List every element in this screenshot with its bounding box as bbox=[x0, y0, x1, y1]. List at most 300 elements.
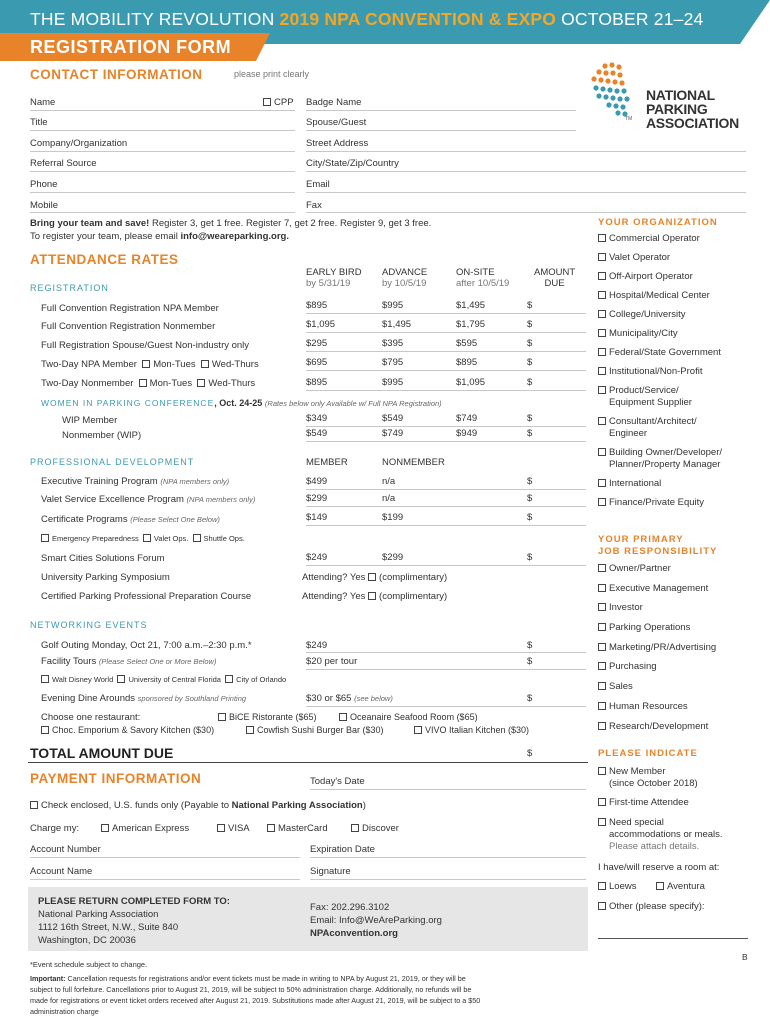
rate-advance: $795 bbox=[382, 357, 404, 368]
check-post: ) bbox=[362, 800, 366, 811]
referral-field[interactable] bbox=[30, 171, 295, 172]
logo-tm: TM bbox=[625, 116, 633, 122]
wip-note: (Rates below only Available w/ Full NPA Registration) bbox=[264, 399, 442, 408]
return-email[interactable]: Email: Info@WeAreParking.org bbox=[310, 915, 442, 926]
org-option-label: College/University bbox=[609, 309, 686, 320]
rate-onsite: $1,495 bbox=[456, 300, 486, 311]
fax-field[interactable] bbox=[306, 212, 746, 213]
wip-heading bbox=[41, 398, 442, 409]
dine-price-value: $30 or $65 bbox=[306, 693, 352, 704]
job-option[interactable] bbox=[598, 701, 763, 713]
title-field[interactable] bbox=[30, 130, 295, 131]
logo-line-1: NATIONAL bbox=[646, 87, 715, 103]
total-label: TOTAL AMOUNT DUE bbox=[30, 745, 174, 761]
valet-nonmember-price: n/a bbox=[382, 493, 396, 504]
special-needs-checkbox[interactable] bbox=[598, 817, 763, 853]
rate-onsite: $1,095 bbox=[456, 377, 486, 388]
title-highlight: 2019 NPA CONVENTION & EXPO bbox=[279, 9, 557, 29]
rate-due[interactable]: $ bbox=[527, 338, 533, 349]
job-option-label: Investor bbox=[609, 602, 643, 614]
mastercard-checkbox[interactable] bbox=[267, 823, 328, 834]
rate-row-line bbox=[306, 351, 586, 352]
dine-row bbox=[41, 693, 246, 704]
charge-label: Charge my: bbox=[30, 823, 80, 834]
networking-due[interactable]: $ bbox=[527, 656, 533, 667]
prodev-due[interactable]: $ bbox=[527, 552, 533, 563]
job-option[interactable] bbox=[598, 642, 763, 654]
amex-label: American Express bbox=[112, 823, 190, 834]
job-option[interactable] bbox=[598, 563, 763, 575]
org-option-label: Building Owner/Developer/ Planner/Property Manager bbox=[609, 447, 723, 470]
vivo-checkbox[interactable] bbox=[414, 725, 529, 735]
networking-heading: NETWORKING EVENTS bbox=[30, 620, 148, 630]
badge-name-label: Badge Name bbox=[306, 97, 362, 108]
job-option-label: Marketing/PR/Advertising bbox=[609, 641, 717, 653]
networking-row-line bbox=[306, 669, 586, 670]
university-label: University Parking Symposium bbox=[41, 572, 170, 583]
schedule-note: *Event schedule subject to change. bbox=[30, 960, 148, 969]
team-email-link[interactable]: info@weareparking.org. bbox=[180, 231, 289, 242]
valet-ops-label: Valet Ops. bbox=[153, 534, 189, 543]
job-list bbox=[598, 563, 763, 740]
cpp-comp: (complimentary) bbox=[379, 591, 448, 602]
golf-label: Golf Outing Monday, Oct 21, 7:00 a.m.–2:30 p.m.* bbox=[41, 640, 252, 651]
dine-label: Evening Dine Arounds bbox=[41, 693, 136, 704]
wed-thurs-label: Wed-Thurs bbox=[211, 359, 259, 370]
exec-label: Executive Training Program bbox=[41, 476, 158, 487]
tours-label: Facility Tours bbox=[41, 656, 97, 667]
cert-nonmember-price: $199 bbox=[382, 512, 404, 523]
org-option-label: Hospital/Medical Center bbox=[609, 290, 710, 301]
org-option[interactable] bbox=[598, 309, 763, 321]
cpp-attending-label: Attending? Yes bbox=[302, 591, 366, 602]
tours-price: $20 per tour bbox=[306, 656, 358, 667]
discover-label: Discover bbox=[362, 823, 399, 834]
shuttle-ops-label: Shuttle Ops. bbox=[203, 534, 245, 543]
job-option-label: Owner/Partner bbox=[609, 563, 671, 574]
tour-options bbox=[41, 675, 286, 684]
exec-training-row bbox=[41, 476, 229, 487]
rate-advance: $995 bbox=[382, 377, 404, 388]
mon-tues-checkbox[interactable] bbox=[139, 378, 192, 389]
org-option-label: Product/Service/ Equipment Supplier bbox=[609, 385, 692, 408]
check-enclosed-checkbox[interactable] bbox=[30, 800, 366, 811]
prodev-row-line bbox=[306, 525, 586, 526]
cowfish-label: Cowfish Sushi Burger Bar ($30) bbox=[257, 725, 384, 735]
prodev-heading: PROFESSIONAL DEVELOPMENT bbox=[30, 457, 195, 467]
contact-title: CONTACT INFORMATION bbox=[30, 67, 203, 82]
aventura-checkbox[interactable] bbox=[656, 881, 705, 893]
page-letter: B bbox=[742, 952, 748, 962]
cert-options bbox=[41, 534, 245, 543]
exec-hint: (NPA members only) bbox=[160, 477, 230, 486]
street-field[interactable] bbox=[306, 151, 746, 152]
total-line bbox=[28, 762, 588, 763]
company-field[interactable] bbox=[30, 151, 295, 152]
title-pre: THE MOBILITY REVOLUTION bbox=[30, 9, 275, 29]
col-due-label: DUE bbox=[544, 278, 565, 289]
today-date-field[interactable] bbox=[310, 789, 586, 790]
new-member-checkbox[interactable] bbox=[598, 766, 763, 790]
job-option[interactable] bbox=[598, 721, 763, 733]
job-option[interactable] bbox=[598, 602, 763, 614]
rate-early: $349 bbox=[306, 413, 328, 424]
header-title bbox=[30, 9, 703, 30]
col-member: MEMBER bbox=[306, 457, 348, 468]
visa-label: VISA bbox=[228, 823, 250, 834]
oceanaire-label: Oceanaire Seafood Room ($65) bbox=[350, 712, 478, 722]
other-label: Other (please specify): bbox=[609, 901, 705, 912]
important-line-1: Cancellation requests for registrations and/or event tickets must be made in writing to NPA by August 21, 2019, or they will be bbox=[67, 974, 466, 983]
contact-note: please print clearly bbox=[234, 69, 310, 79]
golf-price: $249 bbox=[306, 640, 328, 651]
indicate-heading: PLEASE INDICATE bbox=[598, 748, 698, 759]
col-early-date: by 5/31/19 bbox=[306, 278, 351, 289]
org-option[interactable] bbox=[598, 290, 763, 302]
team-register bbox=[30, 231, 289, 242]
job-heading bbox=[598, 534, 717, 558]
rate-row-line bbox=[306, 390, 586, 391]
org-option-label: International bbox=[609, 478, 662, 489]
mastercard-label: MasterCard bbox=[278, 823, 328, 834]
city-label: City/State/Zip/Country bbox=[306, 158, 399, 169]
choc-label: Choc. Emporium & Savory Kitchen ($30) bbox=[52, 725, 215, 735]
return-contact bbox=[310, 901, 442, 940]
disney-checkbox[interactable] bbox=[41, 675, 113, 684]
return-website[interactable]: NPAconvention.org bbox=[310, 928, 398, 939]
org-option-label: Finance/Private Equity bbox=[609, 497, 705, 508]
signature-label: Signature bbox=[310, 866, 351, 877]
org-option[interactable] bbox=[598, 271, 763, 283]
org-option-label: Off-Airport Operator bbox=[609, 271, 693, 282]
cpp-attending[interactable] bbox=[302, 591, 447, 602]
team-text: Register 3, get 1 free. Register 7, get 2 free. Register 9, get 3 free. bbox=[151, 218, 432, 229]
cert-member-price: $149 bbox=[306, 512, 328, 523]
wed-thurs-label: Wed-Thurs bbox=[208, 378, 256, 389]
rate-early: $895 bbox=[306, 300, 328, 311]
spouse-label: Spouse/Guest bbox=[306, 117, 367, 128]
wed-thurs-checkbox[interactable] bbox=[197, 378, 255, 389]
disney-label: Walt Disney World bbox=[52, 675, 114, 684]
return-address bbox=[38, 895, 230, 947]
job-option[interactable] bbox=[598, 681, 763, 693]
fax-label: Fax bbox=[306, 200, 322, 211]
rate-early: $295 bbox=[306, 338, 328, 349]
return-fax: Fax: 202.296.3102 bbox=[310, 902, 390, 913]
rate-advance: $395 bbox=[382, 338, 404, 349]
team-line2: To register your team, please email bbox=[30, 231, 178, 242]
orlando-label: City of Orlando bbox=[236, 675, 287, 684]
account-name-label: Account Name bbox=[30, 866, 93, 877]
wip-member-label: WIP Member bbox=[62, 415, 118, 426]
networking-row-line bbox=[306, 706, 586, 707]
org-heading: YOUR ORGANIZATION bbox=[598, 217, 718, 228]
important-notice bbox=[30, 973, 575, 1017]
mobile-label: Mobile bbox=[30, 200, 58, 211]
important-label: Important: bbox=[30, 974, 66, 983]
prodev-due[interactable]: $ bbox=[527, 476, 533, 487]
phone-label: Phone bbox=[30, 179, 58, 190]
valet-member-price: $299 bbox=[306, 493, 328, 504]
univ-comp: (complimentary) bbox=[379, 572, 448, 583]
cowfish-checkbox[interactable] bbox=[246, 725, 384, 735]
org-option[interactable] bbox=[598, 233, 763, 245]
exec-member-price: $499 bbox=[306, 476, 328, 487]
phone-field[interactable] bbox=[30, 192, 295, 193]
org-option[interactable] bbox=[598, 252, 763, 264]
special-line-3: Please attach details. bbox=[609, 841, 700, 852]
rate-due[interactable]: $ bbox=[527, 428, 533, 439]
name-field[interactable] bbox=[30, 110, 295, 111]
ucf-label: University of Central Florida bbox=[128, 675, 221, 684]
job-option[interactable] bbox=[598, 583, 763, 595]
other-field[interactable] bbox=[598, 938, 748, 939]
aventura-label: Aventura bbox=[667, 881, 705, 892]
emergency-checkbox[interactable] bbox=[41, 534, 139, 543]
orlando-checkbox[interactable] bbox=[225, 675, 286, 684]
important-line-4: administration charge bbox=[30, 1007, 99, 1016]
col-onsite-date: after 10/5/19 bbox=[456, 278, 510, 289]
account-number-label: Account Number bbox=[30, 844, 101, 855]
restaurant-label: Choose one restaurant: bbox=[41, 712, 141, 723]
org-option[interactable] bbox=[598, 478, 763, 490]
university-attending[interactable] bbox=[302, 572, 447, 583]
city-field[interactable] bbox=[306, 171, 746, 172]
logo-line-2: PARKING bbox=[646, 101, 708, 117]
account-number-field[interactable] bbox=[30, 857, 300, 858]
col-amount-due bbox=[534, 267, 575, 289]
job-option[interactable] bbox=[598, 622, 763, 634]
cpp-course-label: Certified Parking Professional Preparation Course bbox=[41, 591, 252, 602]
tours-row bbox=[41, 656, 216, 667]
job-heading-2: JOB RESPONSIBILITY bbox=[598, 546, 718, 557]
first-time-checkbox[interactable] bbox=[598, 797, 689, 809]
rate-onsite: $595 bbox=[456, 338, 478, 349]
col-onsite-label: ON-SITE bbox=[456, 267, 495, 278]
cert-hint: (Please Select One Below) bbox=[130, 515, 220, 524]
rate-due[interactable]: $ bbox=[527, 413, 533, 424]
rate-row-line bbox=[306, 370, 586, 371]
col-early-bird bbox=[306, 267, 362, 289]
email-field[interactable] bbox=[306, 192, 746, 193]
smart-member-price: $249 bbox=[306, 552, 328, 563]
exec-nonmember-price: n/a bbox=[382, 476, 396, 487]
job-option-label: Parking Operations bbox=[609, 622, 691, 634]
wip-title: WOMEN IN PARKING CONFERENCE bbox=[41, 398, 215, 408]
npa-logo-text bbox=[646, 88, 739, 130]
job-option-label: Purchasing bbox=[609, 661, 657, 673]
prodev-row-line bbox=[306, 489, 586, 490]
total-due[interactable]: $ bbox=[527, 748, 533, 759]
col-advance-date: by 10/5/19 bbox=[382, 278, 427, 289]
prodev-due[interactable]: $ bbox=[527, 493, 533, 504]
wip-date: , Oct. 24-25 bbox=[214, 398, 263, 408]
npa-logo-icon bbox=[585, 60, 635, 120]
return-line-2: 1112 16th Street, N.W., Suite 840 bbox=[38, 922, 179, 933]
return-line-1: National Parking Association bbox=[38, 909, 159, 920]
mon-tues-checkbox[interactable] bbox=[142, 359, 195, 370]
team-bold: Bring your team and save! bbox=[30, 218, 150, 229]
form-title: REGISTRATION FORM bbox=[30, 37, 232, 57]
spouse-field[interactable] bbox=[306, 130, 576, 131]
org-option-label: Institutional/Non-Profit bbox=[609, 366, 703, 377]
rate-onsite: $1,795 bbox=[456, 319, 486, 330]
expiration-field[interactable] bbox=[310, 857, 586, 858]
networking-due[interactable]: $ bbox=[527, 693, 533, 704]
two-day-member-row bbox=[41, 359, 259, 370]
networking-due[interactable]: $ bbox=[527, 640, 533, 651]
oceanaire-checkbox[interactable] bbox=[339, 712, 478, 722]
dine-price-hint: (see below) bbox=[354, 694, 393, 703]
email-label: Email bbox=[306, 179, 330, 190]
rate-due[interactable]: $ bbox=[527, 300, 533, 311]
title-post: OCTOBER 21–24 bbox=[561, 9, 704, 29]
rate-row-label: Full Registration Spouse/Guest Non-industry only bbox=[41, 340, 250, 351]
vivo-label: VIVO Italian Kitchen ($30) bbox=[425, 725, 530, 735]
smart-nonmember-price: $299 bbox=[382, 552, 404, 563]
certificate-row bbox=[41, 514, 220, 525]
rate-due[interactable]: $ bbox=[527, 357, 533, 368]
rate-early: $549 bbox=[306, 428, 328, 439]
rate-row-line bbox=[306, 426, 586, 427]
company-label: Company/Organization bbox=[30, 138, 128, 149]
rate-early: $1,095 bbox=[306, 319, 336, 330]
rate-onsite: $749 bbox=[456, 413, 478, 424]
tours-hint: (Please Select One or More Below) bbox=[98, 657, 217, 666]
org-option[interactable] bbox=[598, 416, 763, 440]
new-member-label: New Member (since October 2018) bbox=[609, 766, 698, 789]
rate-advance: $749 bbox=[382, 428, 404, 439]
account-name-field[interactable] bbox=[30, 879, 300, 880]
col-advance-label: ADVANCE bbox=[382, 267, 428, 278]
badge-name-field[interactable] bbox=[306, 110, 576, 111]
return-heading: PLEASE RETURN COMPLETED FORM TO: bbox=[38, 896, 230, 907]
mon-tues-label: Mon-Tues bbox=[149, 378, 193, 389]
check-pre: Check enclosed, U.S. funds only (Payable to bbox=[41, 800, 229, 811]
discover-checkbox[interactable] bbox=[351, 823, 399, 834]
rate-row-label: Full Convention Registration NPA Member bbox=[41, 303, 219, 314]
networking-row-line bbox=[306, 652, 586, 653]
cpp-checkbox[interactable] bbox=[263, 97, 294, 108]
referral-label: Referral Source bbox=[30, 158, 97, 169]
org-option[interactable] bbox=[598, 497, 763, 509]
org-option[interactable] bbox=[598, 447, 763, 471]
important-line-3: made for registrations or event ticket orders received after August 21, 2019. Substitutions made after August 21, 2019, will be subject to a $50 bbox=[30, 996, 481, 1005]
prodev-row-line bbox=[306, 506, 586, 507]
rate-row-line bbox=[306, 313, 586, 314]
rate-due[interactable]: $ bbox=[527, 319, 533, 330]
org-option-label: Commercial Operator bbox=[609, 233, 700, 244]
shuttle-ops-checkbox[interactable] bbox=[193, 534, 245, 543]
wip-nonmember-label: Nonmember (WIP) bbox=[62, 430, 142, 441]
two-day-member-label: Two-Day NPA Member bbox=[41, 359, 137, 370]
registration-subheading: REGISTRATION bbox=[30, 283, 109, 293]
col-onsite bbox=[456, 267, 509, 289]
wed-thurs-checkbox[interactable] bbox=[201, 359, 259, 370]
col-advance bbox=[382, 267, 427, 289]
org-option-label: Valet Operator bbox=[609, 252, 671, 263]
attendance-title: ATTENDANCE RATES bbox=[30, 252, 179, 267]
other-checkbox[interactable] bbox=[598, 901, 705, 913]
special-line-1: Need special bbox=[609, 817, 664, 828]
choc-checkbox[interactable] bbox=[41, 725, 214, 735]
title-label: Title bbox=[30, 117, 48, 128]
emergency-label: Emergency Preparedness bbox=[52, 534, 139, 543]
org-option[interactable] bbox=[598, 347, 763, 359]
dine-price bbox=[306, 693, 393, 704]
rate-early: $895 bbox=[306, 377, 328, 388]
visa-checkbox[interactable] bbox=[217, 823, 250, 834]
bice-label: BiCE Ristorante ($65) bbox=[229, 712, 317, 722]
rate-onsite: $949 bbox=[456, 428, 478, 439]
org-option[interactable] bbox=[598, 328, 763, 340]
first-time-label: First-time Attendee bbox=[609, 797, 689, 808]
logo-line-3: ASSOCIATION bbox=[646, 115, 739, 131]
mobile-field[interactable] bbox=[30, 212, 295, 213]
special-line-2: accommodations or meals. bbox=[609, 829, 723, 840]
loews-label: Loews bbox=[609, 881, 637, 892]
rate-onsite: $895 bbox=[456, 357, 478, 368]
org-option[interactable] bbox=[598, 385, 763, 409]
smart-cities-label: Smart Cities Solutions Forum bbox=[41, 553, 165, 564]
rate-advance: $549 bbox=[382, 413, 404, 424]
two-day-nonmember-label: Two-Day Nonmember bbox=[41, 378, 134, 389]
valet-label: Valet Service Excellence Program bbox=[41, 494, 184, 505]
loews-checkbox[interactable] bbox=[598, 881, 636, 893]
org-option-label: Consultant/Architect/ Engineer bbox=[609, 416, 697, 439]
name-label: Name bbox=[30, 97, 56, 108]
valet-program-row bbox=[41, 494, 255, 505]
check-payee: National Parking Association bbox=[231, 800, 363, 811]
rate-due[interactable]: $ bbox=[527, 377, 533, 388]
job-option-label: Executive Management bbox=[609, 582, 709, 594]
bice-checkbox[interactable] bbox=[218, 712, 317, 722]
job-heading-1: YOUR PRIMARY bbox=[598, 534, 684, 545]
prodev-due[interactable]: $ bbox=[527, 512, 533, 523]
mon-tues-label: Mon-Tues bbox=[153, 359, 196, 370]
payment-title: PAYMENT INFORMATION bbox=[30, 771, 202, 786]
col-nonmember: NONMEMBER bbox=[382, 457, 445, 468]
org-option-label: Federal/State Government bbox=[609, 347, 721, 358]
street-label: Street Address bbox=[306, 138, 369, 149]
rate-row-line bbox=[306, 332, 586, 333]
cpp-label: CPP bbox=[274, 97, 294, 108]
col-early-label: EARLY BIRD bbox=[306, 267, 362, 278]
job-option-label: Research/Development bbox=[609, 720, 709, 732]
signature-field[interactable] bbox=[310, 879, 586, 880]
cert-label: Certificate Programs bbox=[41, 514, 128, 525]
org-option[interactable] bbox=[598, 366, 763, 378]
valet-ops-checkbox[interactable] bbox=[143, 534, 188, 543]
col-amount-label: AMOUNT bbox=[534, 267, 576, 278]
expiration-label: Expiration Date bbox=[310, 844, 375, 855]
amex-checkbox[interactable] bbox=[101, 823, 189, 834]
room-label: I have/will reserve a room at: bbox=[598, 862, 720, 873]
prodev-row-line bbox=[306, 565, 586, 566]
rate-advance: $995 bbox=[382, 300, 404, 311]
ucf-checkbox[interactable] bbox=[117, 675, 221, 684]
rate-row-line bbox=[306, 441, 586, 442]
dine-hint: sponsored by Southland Printing bbox=[137, 694, 247, 703]
today-date-label: Today's Date bbox=[310, 776, 365, 787]
job-option[interactable] bbox=[598, 661, 763, 673]
rate-advance: $1,495 bbox=[382, 319, 412, 330]
two-day-nonmember-row bbox=[41, 378, 255, 389]
univ-attending-label: Attending? Yes bbox=[302, 572, 366, 583]
org-list bbox=[598, 233, 763, 516]
rate-early: $695 bbox=[306, 357, 328, 368]
job-option-label: Sales bbox=[609, 681, 633, 693]
